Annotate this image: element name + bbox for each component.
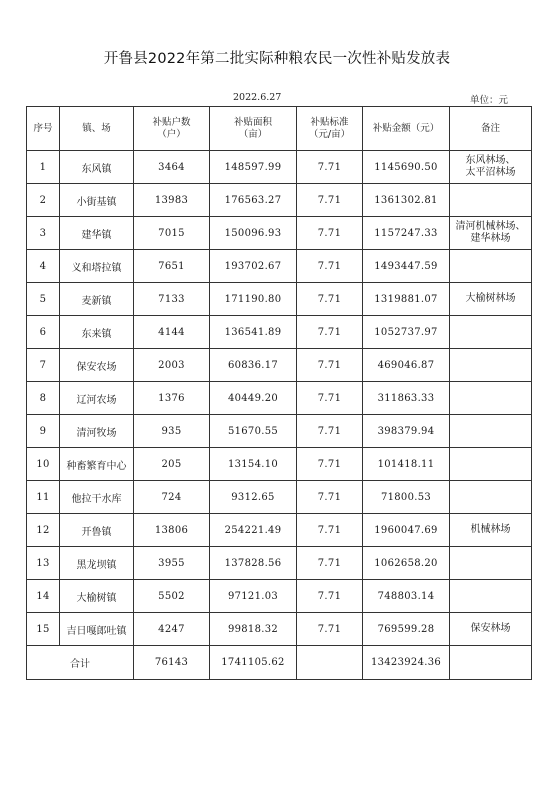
cell-area: 176563.27 (210, 184, 297, 217)
cell-town: 开鲁镇 (60, 514, 134, 547)
table-row (27, 613, 532, 646)
cell-amount: 1960047.69 (363, 514, 450, 547)
cell-standard: 7.71 (297, 448, 363, 481)
total-row (27, 646, 532, 680)
total-standard (297, 646, 363, 680)
cell-amount: 1157247.33 (363, 217, 450, 250)
cell-town: 吉日嘎郎吐镇 (60, 613, 134, 646)
cell-town: 东风镇 (60, 151, 134, 184)
cell-households: 7133 (134, 283, 210, 316)
cell-seq: 12 (27, 514, 60, 547)
header-area-line2: （亩） (238, 128, 268, 140)
cell-area: 99818.32 (210, 613, 297, 646)
cell-standard: 7.71 (297, 283, 363, 316)
document-title: 开鲁县2022年第二批实际种粮农民一次性补贴发放表 (103, 51, 451, 67)
cell-area: 60836.17 (210, 349, 297, 382)
cell-remark (450, 349, 532, 382)
total-amount: 13423924.36 (363, 646, 450, 680)
cell-standard: 7.71 (297, 514, 363, 547)
header-standard-line2: （元/亩） (308, 128, 351, 140)
cell-standard: 7.71 (297, 184, 363, 217)
cell-area: 40449.20 (210, 382, 297, 415)
cell-town: 麦新镇 (60, 283, 134, 316)
header-seq: 序号 (27, 107, 60, 151)
cell-town: 建华镇 (60, 217, 134, 250)
cell-seq: 8 (27, 382, 60, 415)
cell-area: 136541.89 (210, 316, 297, 349)
header-area (210, 107, 297, 151)
cell-standard: 7.71 (297, 580, 363, 613)
cell-amount: 1052737.97 (363, 316, 450, 349)
total-households: 76143 (134, 646, 210, 680)
cell-remark (450, 481, 532, 514)
header-standard (297, 107, 363, 151)
cell-remark-line1: 大榆树林场 (465, 293, 516, 304)
document-date: 2022.6.27 (233, 92, 282, 103)
table-body (27, 151, 532, 646)
cell-seq: 14 (27, 580, 60, 613)
cell-town: 义和塔拉镇 (60, 250, 134, 283)
cell-amount: 1145690.50 (363, 151, 450, 184)
cell-remark (450, 151, 532, 184)
cell-households: 724 (134, 481, 210, 514)
cell-amount: 1361302.81 (363, 184, 450, 217)
cell-town: 辽河农场 (60, 382, 134, 415)
cell-standard: 7.71 (297, 250, 363, 283)
cell-amount: 748803.14 (363, 580, 450, 613)
cell-town: 大榆树镇 (60, 580, 134, 613)
cell-remark (450, 184, 532, 217)
cell-area: 193702.67 (210, 250, 297, 283)
cell-standard: 7.71 (297, 613, 363, 646)
table-row (27, 316, 532, 349)
cell-town: 种畜繁育中心 (60, 448, 134, 481)
cell-households: 13983 (134, 184, 210, 217)
cell-households: 4247 (134, 613, 210, 646)
cell-seq: 10 (27, 448, 60, 481)
cell-remark-line1: 东风林场、 (465, 155, 516, 166)
cell-amount: 1319881.07 (363, 283, 450, 316)
cell-amount: 1493447.59 (363, 250, 450, 283)
cell-amount: 469046.87 (363, 349, 450, 382)
cell-town: 小街基镇 (60, 184, 134, 217)
cell-households: 13806 (134, 514, 210, 547)
cell-households: 935 (134, 415, 210, 448)
cell-amount: 769599.28 (363, 613, 450, 646)
cell-area: 9312.65 (210, 481, 297, 514)
cell-households: 7651 (134, 250, 210, 283)
cell-seq: 13 (27, 547, 60, 580)
cell-households: 5502 (134, 580, 210, 613)
cell-town: 东来镇 (60, 316, 134, 349)
cell-households: 4144 (134, 316, 210, 349)
cell-area: 254221.49 (210, 514, 297, 547)
cell-town: 他拉干水库 (60, 481, 134, 514)
cell-standard: 7.71 (297, 547, 363, 580)
cell-town: 黑龙坝镇 (60, 547, 134, 580)
cell-seq: 2 (27, 184, 60, 217)
cell-remark-line2: 太平沼林场 (465, 167, 516, 178)
table-row (27, 349, 532, 382)
cell-area: 51670.55 (210, 415, 297, 448)
cell-area: 137828.56 (210, 547, 297, 580)
cell-remark-line1: 机械林场 (470, 524, 511, 535)
cell-remark (450, 514, 532, 547)
cell-standard: 7.71 (297, 349, 363, 382)
currency-unit: 单位：元 (470, 95, 509, 106)
cell-standard: 7.71 (297, 316, 363, 349)
cell-amount: 71800.53 (363, 481, 450, 514)
cell-standard: 7.71 (297, 382, 363, 415)
cell-remark (450, 316, 532, 349)
cell-remark-line2: 建华林场 (470, 233, 511, 244)
cell-households: 205 (134, 448, 210, 481)
cell-amount: 311863.33 (363, 382, 450, 415)
table-row (27, 580, 532, 613)
header-area-line1: 补贴面积 (233, 116, 272, 128)
table-row (27, 448, 532, 481)
cell-seq: 15 (27, 613, 60, 646)
cell-area: 13154.10 (210, 448, 297, 481)
cell-remark (450, 217, 532, 250)
table-row (27, 547, 532, 580)
total-area: 1741105.62 (210, 646, 297, 680)
cell-area: 148597.99 (210, 151, 297, 184)
cell-amount: 398379.94 (363, 415, 450, 448)
cell-seq: 5 (27, 283, 60, 316)
cell-seq: 9 (27, 415, 60, 448)
cell-seq: 1 (27, 151, 60, 184)
header-remark: 备注 (450, 107, 532, 151)
header-amount: 补贴金额（元） (363, 107, 450, 151)
cell-standard: 7.71 (297, 481, 363, 514)
subsidy-table (26, 106, 532, 680)
total-remark (450, 646, 532, 680)
cell-town: 保安农场 (60, 349, 134, 382)
header-households-line2: （户） (157, 128, 186, 140)
table-row (27, 415, 532, 448)
table-row (27, 514, 532, 547)
cell-remark (450, 250, 532, 283)
cell-households: 3955 (134, 547, 210, 580)
header-households-line1: 补贴户数 (152, 116, 191, 128)
cell-standard: 7.71 (297, 217, 363, 250)
table-row (27, 382, 532, 415)
cell-seq: 11 (27, 481, 60, 514)
cell-standard: 7.71 (297, 151, 363, 184)
cell-area: 97121.03 (210, 580, 297, 613)
table-row (27, 250, 532, 283)
cell-area: 150096.93 (210, 217, 297, 250)
table-row (27, 481, 532, 514)
header-town: 镇、场 (60, 107, 134, 151)
cell-seq: 4 (27, 250, 60, 283)
cell-remark-line1: 清河机械林场、 (455, 221, 526, 232)
table-row (27, 217, 532, 250)
cell-households: 3464 (134, 151, 210, 184)
cell-seq: 6 (27, 316, 60, 349)
cell-remark (450, 580, 532, 613)
cell-remark (450, 283, 532, 316)
cell-remark (450, 382, 532, 415)
cell-households: 1376 (134, 382, 210, 415)
cell-amount: 1062658.20 (363, 547, 450, 580)
cell-standard: 7.71 (297, 415, 363, 448)
cell-seq: 3 (27, 217, 60, 250)
total-label: 合计 (27, 646, 134, 680)
cell-remark (450, 613, 532, 646)
table-row (27, 151, 532, 184)
header-households (134, 107, 210, 151)
table-row (27, 184, 532, 217)
table-row (27, 283, 532, 316)
header-standard-line1: 补贴标准 (310, 116, 349, 128)
cell-town: 清河牧场 (60, 415, 134, 448)
cell-households: 2003 (134, 349, 210, 382)
cell-remark (450, 547, 532, 580)
cell-remark-line1: 保安林场 (470, 623, 511, 634)
cell-seq: 7 (27, 349, 60, 382)
cell-remark (450, 415, 532, 448)
cell-households: 7015 (134, 217, 210, 250)
cell-amount: 101418.11 (363, 448, 450, 481)
cell-remark (450, 448, 532, 481)
header-row (27, 107, 532, 151)
cell-area: 171190.80 (210, 283, 297, 316)
